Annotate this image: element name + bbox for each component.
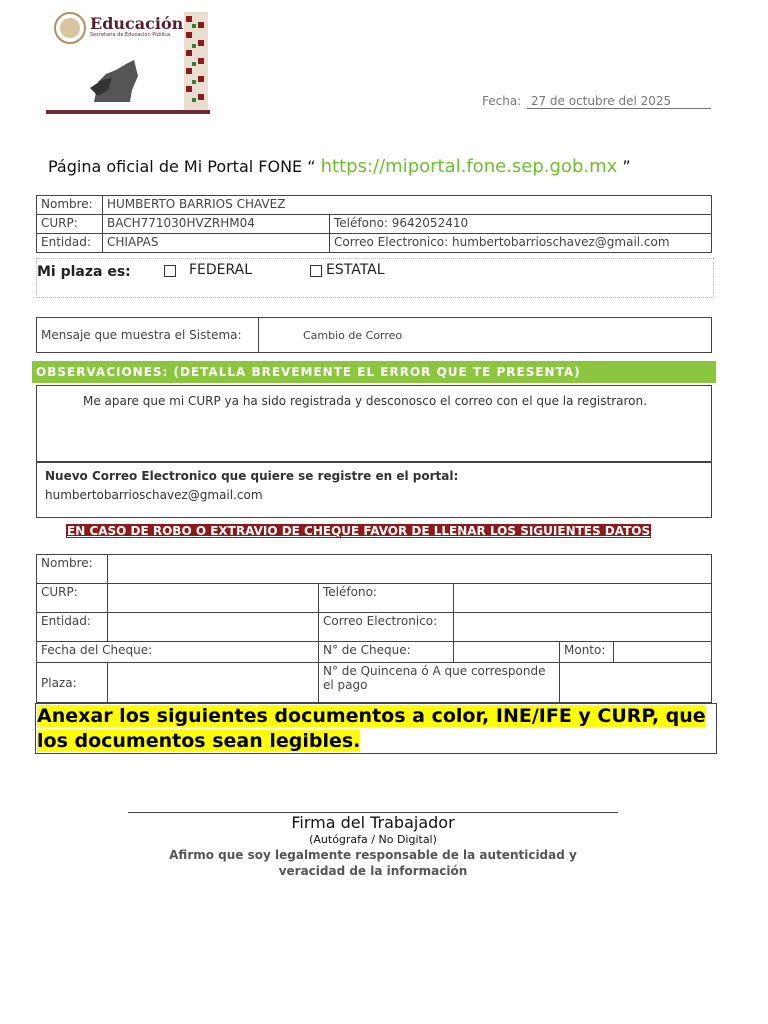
robo-telefono-label: Teléfono: — [319, 584, 454, 613]
curp-label: CURP: — [37, 215, 103, 234]
robo-fecha-cheque-label: Fecha del Cheque: — [37, 642, 319, 663]
robo-header: EN CASO DE ROBO O EXTRAVIO DE CHEQUE FAVOR DE LLENAR LOS SIGUIENTES DATOS — [67, 524, 651, 538]
anexar-notice — [35, 703, 717, 754]
robo-nombre-label: Nombre: — [37, 555, 108, 584]
observaciones-header: OBSERVACIONES: (DETALLA BREVEMENTE EL ERROR QUE TE PRESENTA) — [32, 361, 716, 383]
mensaje-table — [36, 317, 712, 353]
nombre-value: HUMBERTO BARRIOS CHAVEZ — [103, 196, 712, 215]
federal-option-label: FEDERAL — [189, 262, 253, 278]
personal-data-table — [36, 195, 712, 253]
telefono-field: Teléfono: 9642052410 — [330, 215, 712, 234]
entidad-value: CHIAPAS — [103, 234, 330, 253]
fecha-label: Fecha: — [482, 94, 522, 108]
nuevo-correo-value: humbertobarrioschavez@gmail.com — [45, 488, 263, 502]
robo-monto-label: Monto: — [560, 642, 614, 663]
portal-suffix: ” — [622, 157, 631, 176]
plaza-label: Mi plaza es: — [37, 264, 131, 280]
correo-field: Correo Electronico: humbertobarrioschavez@gmail.com — [330, 234, 712, 253]
robo-no-cheque-field[interactable] — [454, 642, 560, 663]
robo-quincena-field[interactable] — [560, 663, 712, 703]
robo-curp-field[interactable] — [108, 584, 319, 613]
estatal-checkbox[interactable] — [310, 265, 322, 277]
robo-table — [36, 554, 712, 703]
robo-correo-field[interactable] — [454, 613, 712, 642]
robo-quincena-label: N° de Quincena ó A que corresponde el pago — [319, 663, 560, 703]
mensaje-label: Mensaje que muestra el Sistema: — [37, 318, 259, 353]
robo-nombre-field[interactable] — [108, 555, 712, 584]
federal-checkbox[interactable] — [164, 265, 176, 277]
mensaje-value: Cambio de Correo — [259, 318, 712, 353]
anexar-text: Anexar los siguientes documentos a color, INE/IFE y CURP, que los documentos sean legibles. — [37, 705, 706, 752]
robo-entidad-label: Entidad: — [37, 613, 108, 642]
robo-no-cheque-label: N° de Cheque: — [319, 642, 454, 663]
curp-value: BACH771030HVZRHM04 — [103, 215, 330, 234]
robo-monto-field[interactable] — [614, 642, 712, 663]
robo-plaza-field[interactable] — [108, 663, 319, 703]
logo-subtitle: Secretaría de Educación Pública — [90, 32, 171, 38]
robo-telefono-field[interactable] — [454, 584, 712, 613]
estatal-option-label: ESTATAL — [326, 262, 385, 278]
observaciones-box — [36, 385, 712, 462]
nuevo-correo-box — [36, 462, 712, 518]
portal-line — [48, 156, 631, 177]
afirmo-statement: Afirmo que soy legalmente responsable de la autenticidad y veracidad de la información — [169, 848, 577, 878]
nuevo-correo-label: Nuevo Correo Electronico que quiere se registre en el portal: — [45, 469, 459, 483]
firma-subtitle: (Autógrafa / No Digital) — [309, 833, 437, 846]
nombre-label: Nombre: — [37, 196, 103, 215]
logo-title: Educación — [90, 14, 184, 33]
observaciones-text: Me apare que mi CURP ya ha sido registrada y desconosco el correo con el que la registraron. — [83, 394, 647, 408]
fecha-value: 27 de octubre del 2025 — [527, 94, 711, 109]
robo-plaza-label: Plaza: — [37, 663, 108, 703]
robo-entidad-field[interactable] — [108, 613, 319, 642]
firma-title: Firma del Trabajador — [291, 813, 455, 832]
robo-correo-label: Correo Electronico: — [319, 613, 454, 642]
entidad-label: Entidad: — [37, 234, 103, 253]
portal-prefix: Página oficial de Mi Portal FONE “ — [48, 157, 316, 176]
portal-link[interactable]: https://miportal.fone.sep.gob.mx — [320, 156, 618, 177]
robo-curp-label: CURP: — [37, 584, 108, 613]
